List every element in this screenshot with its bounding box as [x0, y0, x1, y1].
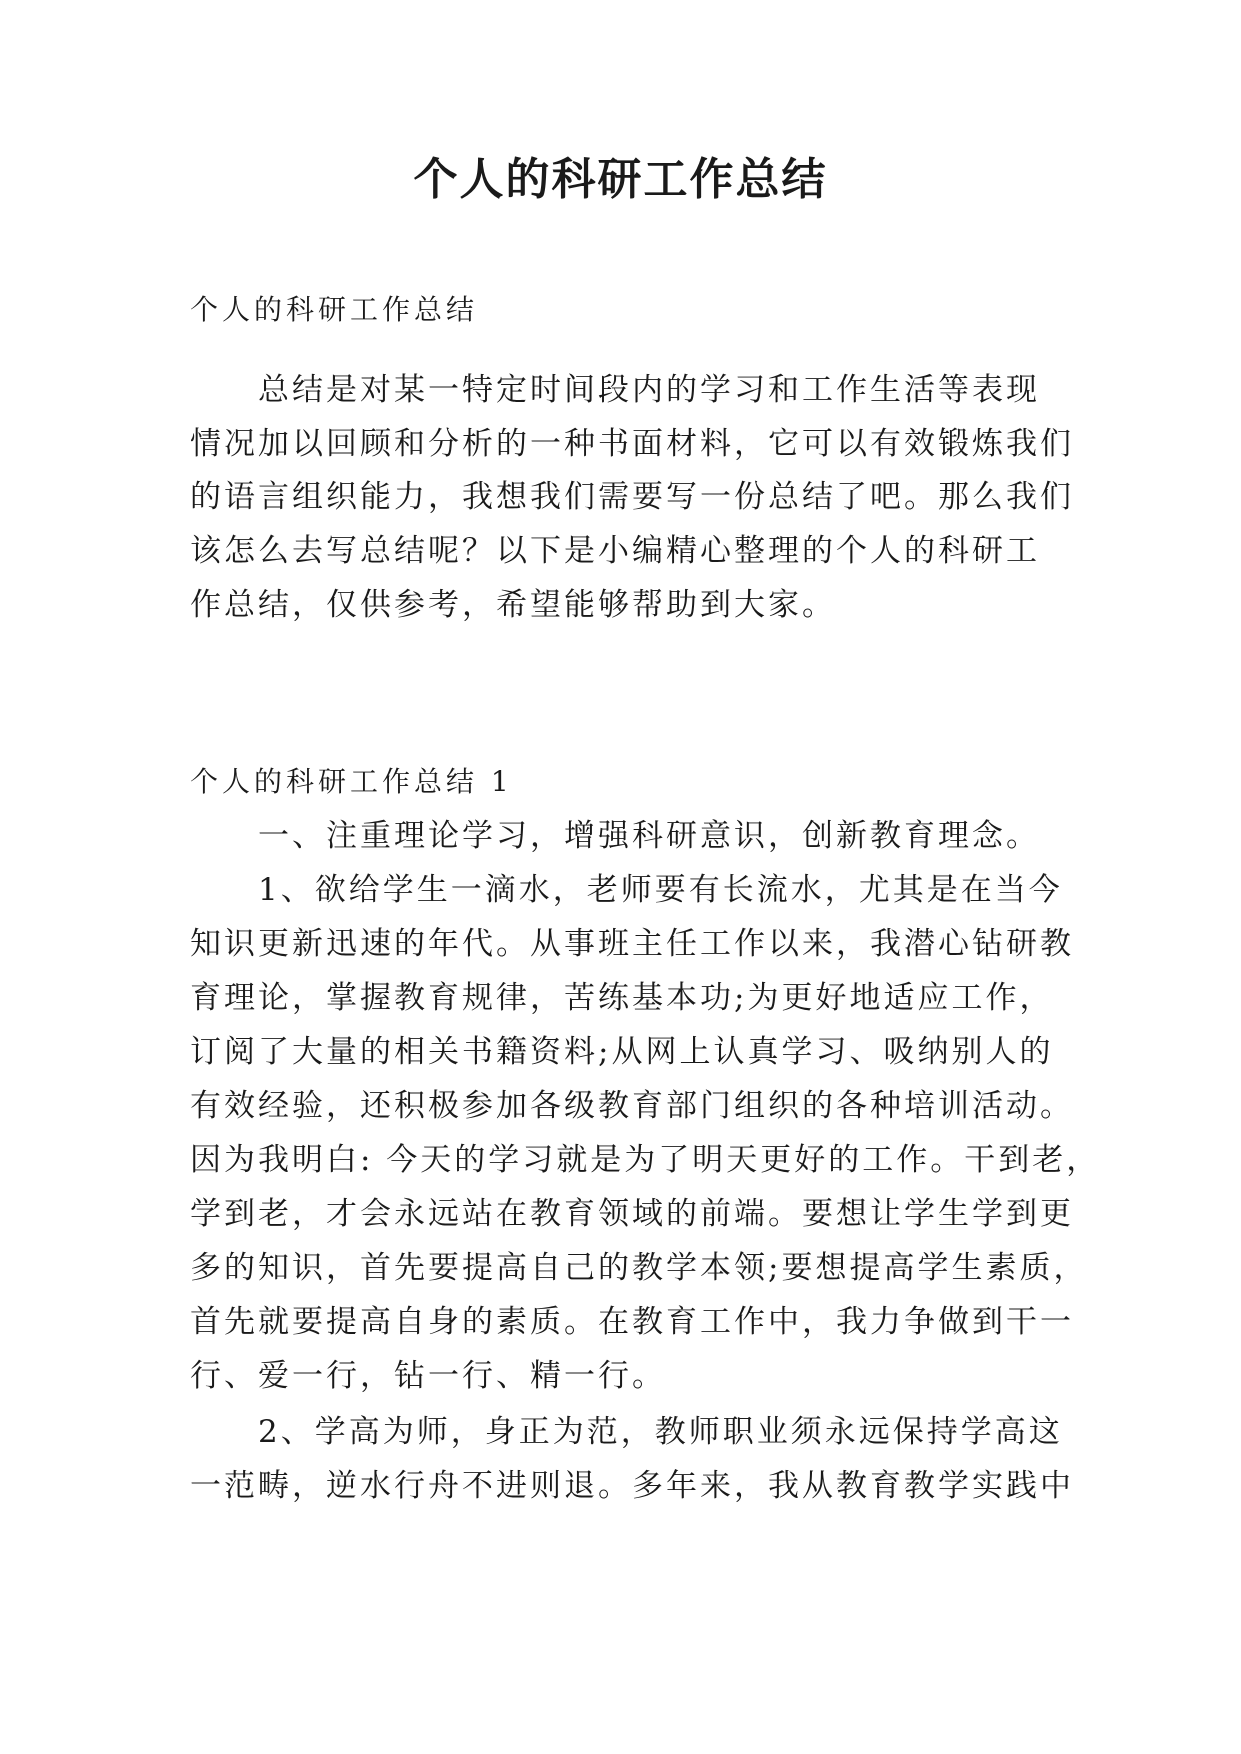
intro-line-1: 总结是对某一特定时间段内的学习和工作生活等表现 — [258, 372, 1040, 408]
section-1-line-3: 知识更新迅速的年代。从事班主任工作以来，我潜心钻研教 — [190, 926, 1074, 962]
section-1-line-6: 有效经验，还积极参加各级教育部门组织的各种培训活动。 — [190, 1088, 1074, 1124]
document-subtitle: 个人的科研工作总结 — [190, 293, 479, 326]
section-1-line-9: 多的知识，首先要提高自己的教学本领;要想提高学生素质， — [190, 1250, 1088, 1286]
section-1-line-10: 首先就要提高自身的素质。在教育工作中，我力争做到干一 — [190, 1304, 1074, 1340]
intro-line-2: 情况加以回顾和分析的一种书面材料，它可以有效锻炼我们 — [190, 426, 1074, 462]
section-1-line-11: 行、爱一行，钻一行、精一行。 — [190, 1358, 666, 1394]
section-1-heading: 个人的科研工作总结 1 — [190, 765, 513, 798]
intro-line-3: 的语言组织能力，我想我们需要写一份总结了吧。那么我们 — [190, 479, 1074, 515]
intro-line-4: 该怎么去写总结呢？以下是小编精心整理的个人的科研工 — [190, 533, 1040, 569]
section-1-line-13: 一范畴，逆水行舟不进则退。多年来，我从教育教学实践中 — [190, 1468, 1074, 1504]
section-1-line-12: 2、学高为师，身正为范，教师职业须永远保持学高这 — [258, 1414, 1063, 1450]
intro-line-5: 作总结，仅供参考，希望能够帮助到大家。 — [190, 587, 836, 623]
section-1-line-5: 订阅了大量的相关书籍资料;从网上认真学习、吸纳别人的 — [190, 1034, 1054, 1070]
section-1-line-4: 育理论，掌握教育规律，苦练基本功;为更好地适应工作， — [190, 980, 1054, 1016]
section-1-line-2: 1、欲给学生一滴水，老师要有长流水，尤其是在当今 — [258, 872, 1063, 908]
document-title: 个人的科研工作总结 — [413, 154, 828, 205]
section-1-line-1: 一、注重理论学习，增强科研意识，创新教育理念。 — [258, 818, 1040, 854]
section-1-line-7: 因为我明白: 今天的学习就是为了明天更好的工作。干到老， — [190, 1142, 1101, 1178]
section-1-line-8: 学到老，才会永远站在教育领域的前端。要想让学生学到更 — [190, 1196, 1074, 1232]
